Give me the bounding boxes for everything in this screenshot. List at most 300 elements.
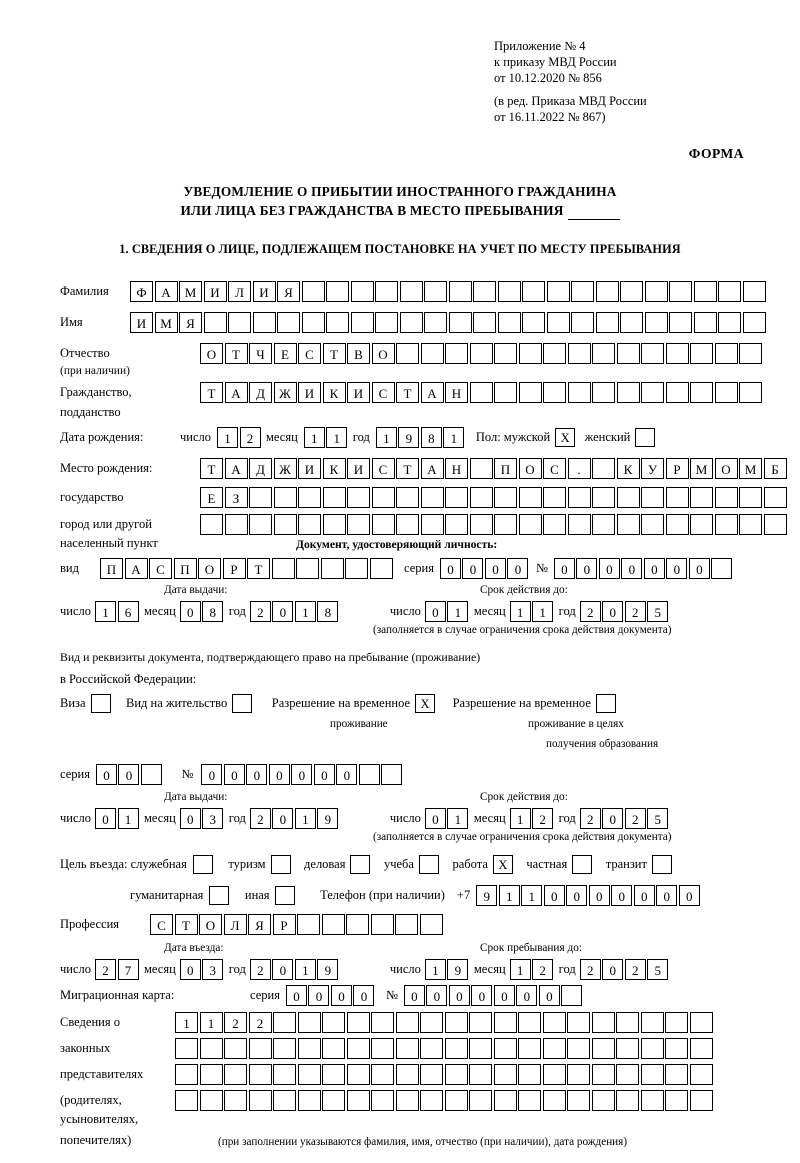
char-cell[interactable] [616, 1038, 639, 1059]
char-cell[interactable]: Я [179, 312, 202, 333]
char-cell[interactable]: 0 [425, 601, 446, 622]
char-cell[interactable] [518, 1012, 541, 1033]
char-cell[interactable] [419, 855, 439, 874]
char-cell[interactable] [617, 487, 640, 508]
char-cell[interactable]: Т [323, 343, 346, 364]
char-cell[interactable]: С [543, 458, 566, 479]
char-cell[interactable]: 1 [295, 959, 316, 980]
char-cell[interactable]: 0 [471, 985, 492, 1006]
char-cell[interactable]: 2 [249, 1012, 272, 1033]
char-cell[interactable]: 0 [462, 558, 483, 579]
char-cell[interactable] [519, 487, 542, 508]
char-cell[interactable]: К [323, 382, 346, 403]
input-permit-valid-year[interactable] [580, 808, 670, 829]
char-cell[interactable]: 0 [566, 885, 587, 906]
char-cell[interactable]: 1 [510, 601, 531, 622]
char-cell[interactable] [371, 1012, 394, 1033]
char-cell[interactable]: 5 [647, 808, 668, 829]
char-cell[interactable]: 0 [425, 808, 446, 829]
checkbox-sex-female[interactable] [635, 428, 657, 447]
char-cell[interactable]: Т [396, 458, 419, 479]
char-cell[interactable] [592, 1012, 615, 1033]
char-cell[interactable] [322, 1012, 345, 1033]
char-cell[interactable] [175, 1038, 198, 1059]
input-doc-valid-day[interactable] [425, 601, 470, 622]
char-cell[interactable]: 1 [217, 427, 238, 448]
char-cell[interactable] [322, 1090, 345, 1111]
char-cell[interactable] [739, 514, 762, 535]
char-cell[interactable]: Я [248, 914, 271, 935]
input-doc-valid-month[interactable] [510, 601, 555, 622]
input-permit-number[interactable] [201, 764, 404, 785]
char-cell[interactable]: 8 [202, 601, 223, 622]
char-cell[interactable]: 2 [625, 601, 646, 622]
char-cell[interactable]: А [225, 458, 248, 479]
char-cell[interactable] [91, 694, 111, 713]
char-cell[interactable] [224, 1064, 247, 1085]
char-cell[interactable]: Т [200, 458, 223, 479]
char-cell[interactable]: X [555, 428, 575, 447]
char-cell[interactable]: 7 [118, 959, 139, 980]
char-cell[interactable] [345, 558, 368, 579]
input-legal-rep-line-2[interactable] [175, 1038, 714, 1059]
char-cell[interactable] [543, 1012, 566, 1033]
char-cell[interactable] [321, 558, 344, 579]
char-cell[interactable] [547, 312, 570, 333]
char-cell[interactable] [224, 1090, 247, 1111]
char-cell[interactable]: 0 [291, 764, 312, 785]
char-cell[interactable] [469, 1038, 492, 1059]
char-cell[interactable]: 2 [250, 959, 271, 980]
char-cell[interactable] [322, 1038, 345, 1059]
char-cell[interactable] [616, 1012, 639, 1033]
char-cell[interactable] [620, 281, 643, 302]
char-cell[interactable]: 1 [175, 1012, 198, 1033]
char-cell[interactable]: 0 [201, 764, 222, 785]
char-cell[interactable] [592, 458, 615, 479]
char-cell[interactable] [200, 514, 223, 535]
char-cell[interactable] [420, 1090, 443, 1111]
input-card-number[interactable] [404, 985, 584, 1006]
input-stay-year[interactable] [580, 959, 670, 980]
char-cell[interactable] [568, 343, 591, 364]
char-cell[interactable]: З [225, 487, 248, 508]
input-doc-issue-month[interactable] [180, 601, 225, 622]
char-cell[interactable] [396, 1012, 419, 1033]
char-cell[interactable] [494, 1064, 517, 1085]
checkbox-purpose-study[interactable] [419, 855, 441, 874]
char-cell[interactable]: 9 [476, 885, 497, 906]
char-cell[interactable] [421, 343, 444, 364]
char-cell[interactable] [400, 312, 423, 333]
char-cell[interactable]: 9 [398, 427, 419, 448]
char-cell[interactable]: И [130, 312, 153, 333]
char-cell[interactable] [494, 343, 517, 364]
char-cell[interactable]: 2 [580, 808, 601, 829]
checkbox-purpose-work[interactable] [493, 855, 515, 874]
char-cell[interactable] [298, 1038, 321, 1059]
char-cell[interactable] [652, 855, 672, 874]
char-cell[interactable] [718, 281, 741, 302]
input-legal-rep-line-4[interactable] [175, 1090, 714, 1111]
char-cell[interactable] [690, 487, 713, 508]
char-cell[interactable] [694, 281, 717, 302]
char-cell[interactable]: 8 [421, 427, 442, 448]
char-cell[interactable] [645, 312, 668, 333]
char-cell[interactable] [616, 1090, 639, 1111]
char-cell[interactable] [494, 487, 517, 508]
char-cell[interactable]: 1 [326, 427, 347, 448]
char-cell[interactable] [669, 281, 692, 302]
char-cell[interactable]: 0 [689, 558, 710, 579]
char-cell[interactable] [592, 1038, 615, 1059]
char-cell[interactable]: А [421, 382, 444, 403]
char-cell[interactable]: Б [764, 458, 787, 479]
char-cell[interactable] [518, 1064, 541, 1085]
checkbox-purpose-business[interactable] [350, 855, 372, 874]
char-cell[interactable]: 0 [95, 808, 116, 829]
char-cell[interactable]: Р [223, 558, 246, 579]
char-cell[interactable] [449, 312, 472, 333]
char-cell[interactable] [764, 514, 787, 535]
char-cell[interactable] [571, 281, 594, 302]
char-cell[interactable] [470, 458, 493, 479]
char-cell[interactable] [347, 1064, 370, 1085]
char-cell[interactable]: 0 [576, 558, 597, 579]
char-cell[interactable]: М [179, 281, 202, 302]
char-cell[interactable]: 0 [602, 601, 623, 622]
char-cell[interactable] [568, 382, 591, 403]
char-cell[interactable] [519, 382, 542, 403]
char-cell[interactable] [718, 312, 741, 333]
char-cell[interactable]: 2 [224, 1012, 247, 1033]
char-cell[interactable] [396, 1064, 419, 1085]
char-cell[interactable] [420, 914, 443, 935]
char-cell[interactable] [518, 1090, 541, 1111]
char-cell[interactable] [273, 1064, 296, 1085]
char-cell[interactable] [617, 382, 640, 403]
input-surname[interactable] [130, 281, 767, 302]
char-cell[interactable]: Т [200, 382, 223, 403]
char-cell[interactable]: М [739, 458, 762, 479]
input-birth-year[interactable] [376, 427, 466, 448]
char-cell[interactable]: М [690, 458, 713, 479]
char-cell[interactable]: В [347, 343, 370, 364]
char-cell[interactable]: 1 [447, 601, 468, 622]
char-cell[interactable] [620, 312, 643, 333]
char-cell[interactable]: 0 [272, 601, 293, 622]
char-cell[interactable] [498, 312, 521, 333]
char-cell[interactable]: 0 [180, 601, 201, 622]
char-cell[interactable] [592, 343, 615, 364]
input-entry-year[interactable] [250, 959, 340, 980]
char-cell[interactable] [347, 487, 370, 508]
char-cell[interactable] [302, 281, 325, 302]
checkbox-visa[interactable] [91, 694, 113, 713]
char-cell[interactable] [445, 487, 468, 508]
char-cell[interactable] [645, 281, 668, 302]
input-doc-number[interactable] [554, 558, 734, 579]
checkbox-purpose-tourism[interactable] [271, 855, 293, 874]
char-cell[interactable] [470, 487, 493, 508]
char-cell[interactable]: Л [228, 281, 251, 302]
char-cell[interactable] [371, 1064, 394, 1085]
char-cell[interactable] [322, 914, 345, 935]
char-cell[interactable]: 0 [666, 558, 687, 579]
char-cell[interactable] [470, 343, 493, 364]
char-cell[interactable] [200, 1090, 223, 1111]
char-cell[interactable]: 1 [532, 601, 553, 622]
char-cell[interactable]: Н [445, 458, 468, 479]
char-cell[interactable]: 0 [494, 985, 515, 1006]
char-cell[interactable] [641, 514, 664, 535]
char-cell[interactable]: Д [249, 458, 272, 479]
char-cell[interactable]: 2 [532, 808, 553, 829]
char-cell[interactable] [641, 382, 664, 403]
char-cell[interactable] [424, 312, 447, 333]
char-cell[interactable] [543, 1064, 566, 1085]
input-entry-month[interactable] [180, 959, 225, 980]
char-cell[interactable]: О [200, 343, 223, 364]
char-cell[interactable] [193, 855, 213, 874]
char-cell[interactable]: . [568, 458, 591, 479]
char-cell[interactable] [666, 487, 689, 508]
input-stay-month[interactable] [510, 959, 555, 980]
char-cell[interactable] [396, 514, 419, 535]
char-cell[interactable]: 1 [425, 959, 446, 980]
checkbox-edu-residence[interactable] [596, 694, 618, 713]
char-cell[interactable] [445, 1064, 468, 1085]
char-cell[interactable] [469, 1090, 492, 1111]
char-cell[interactable] [567, 1090, 590, 1111]
input-permit-issue-day[interactable] [95, 808, 140, 829]
char-cell[interactable] [346, 914, 369, 935]
char-cell[interactable] [592, 1090, 615, 1111]
char-cell[interactable]: 0 [589, 885, 610, 906]
char-cell[interactable]: 1 [499, 885, 520, 906]
input-profession[interactable] [150, 914, 444, 935]
char-cell[interactable] [641, 1038, 664, 1059]
input-permit-issue-year[interactable] [250, 808, 340, 829]
char-cell[interactable]: 1 [295, 808, 316, 829]
char-cell[interactable]: 0 [554, 558, 575, 579]
char-cell[interactable] [296, 558, 319, 579]
char-cell[interactable] [592, 382, 615, 403]
char-cell[interactable] [568, 514, 591, 535]
char-cell[interactable] [347, 514, 370, 535]
char-cell[interactable]: 0 [180, 808, 201, 829]
checkbox-sex-male[interactable] [555, 428, 577, 447]
char-cell[interactable]: 0 [269, 764, 290, 785]
char-cell[interactable] [567, 1064, 590, 1085]
checkbox-residence-permit[interactable] [232, 694, 254, 713]
char-cell[interactable] [641, 1064, 664, 1085]
char-cell[interactable] [396, 1090, 419, 1111]
char-cell[interactable]: 0 [679, 885, 700, 906]
checkbox-purpose-humanitarian[interactable] [209, 886, 231, 905]
char-cell[interactable]: Ф [130, 281, 153, 302]
char-cell[interactable]: И [253, 281, 276, 302]
char-cell[interactable]: 9 [317, 808, 338, 829]
char-cell[interactable] [275, 886, 295, 905]
char-cell[interactable]: 2 [250, 601, 271, 622]
char-cell[interactable]: 9 [447, 959, 468, 980]
char-cell[interactable] [224, 1038, 247, 1059]
char-cell[interactable] [690, 1038, 713, 1059]
char-cell[interactable]: 2 [240, 427, 261, 448]
char-cell[interactable] [764, 487, 787, 508]
char-cell[interactable] [715, 343, 738, 364]
char-cell[interactable] [690, 343, 713, 364]
char-cell[interactable]: С [149, 558, 172, 579]
char-cell[interactable]: 0 [272, 959, 293, 980]
char-cell[interactable]: О [519, 458, 542, 479]
char-cell[interactable] [473, 312, 496, 333]
input-birthplace-line-3[interactable] [200, 514, 788, 535]
char-cell[interactable]: Т [247, 558, 270, 579]
char-cell[interactable] [690, 382, 713, 403]
char-cell[interactable] [298, 1012, 321, 1033]
char-cell[interactable] [470, 382, 493, 403]
input-name[interactable] [130, 312, 767, 333]
char-cell[interactable]: 0 [599, 558, 620, 579]
char-cell[interactable] [381, 764, 402, 785]
char-cell[interactable] [617, 343, 640, 364]
char-cell[interactable] [494, 514, 517, 535]
char-cell[interactable]: К [617, 458, 640, 479]
char-cell[interactable] [543, 1090, 566, 1111]
char-cell[interactable] [298, 487, 321, 508]
char-cell[interactable] [298, 1064, 321, 1085]
char-cell[interactable] [445, 514, 468, 535]
char-cell[interactable] [141, 764, 162, 785]
input-birthplace-line-1[interactable] [200, 458, 788, 479]
input-card-series[interactable] [286, 985, 376, 1006]
char-cell[interactable]: Т [396, 382, 419, 403]
char-cell[interactable] [204, 312, 227, 333]
char-cell[interactable]: Ж [274, 458, 297, 479]
char-cell[interactable] [690, 1064, 713, 1085]
char-cell[interactable]: 2 [580, 601, 601, 622]
char-cell[interactable]: 0 [246, 764, 267, 785]
char-cell[interactable]: 0 [426, 985, 447, 1006]
char-cell[interactable] [273, 1012, 296, 1033]
char-cell[interactable] [519, 343, 542, 364]
char-cell[interactable] [522, 312, 545, 333]
char-cell[interactable]: А [125, 558, 148, 579]
char-cell[interactable]: Т [225, 343, 248, 364]
char-cell[interactable] [596, 694, 616, 713]
char-cell[interactable] [370, 558, 393, 579]
char-cell[interactable]: 0 [634, 885, 655, 906]
char-cell[interactable] [641, 1012, 664, 1033]
char-cell[interactable]: 0 [602, 808, 623, 829]
char-cell[interactable] [518, 1038, 541, 1059]
char-cell[interactable]: 1 [510, 959, 531, 980]
char-cell[interactable] [359, 764, 380, 785]
char-cell[interactable] [421, 487, 444, 508]
char-cell[interactable] [249, 1064, 272, 1085]
char-cell[interactable]: 1 [443, 427, 464, 448]
char-cell[interactable]: О [715, 458, 738, 479]
char-cell[interactable] [641, 343, 664, 364]
char-cell[interactable] [272, 558, 295, 579]
char-cell[interactable] [596, 312, 619, 333]
input-doc-issue-year[interactable] [250, 601, 340, 622]
char-cell[interactable]: 0 [507, 558, 528, 579]
char-cell[interactable] [690, 1012, 713, 1033]
char-cell[interactable]: П [494, 458, 517, 479]
char-cell[interactable]: Т [175, 914, 198, 935]
checkbox-purpose-transit[interactable] [652, 855, 674, 874]
char-cell[interactable] [739, 343, 762, 364]
char-cell[interactable]: 0 [353, 985, 374, 1006]
char-cell[interactable] [249, 1090, 272, 1111]
char-cell[interactable] [371, 1038, 394, 1059]
char-cell[interactable] [445, 1038, 468, 1059]
char-cell[interactable] [375, 281, 398, 302]
char-cell[interactable]: 1 [295, 601, 316, 622]
input-stay-day[interactable] [425, 959, 470, 980]
char-cell[interactable]: 0 [440, 558, 461, 579]
char-cell[interactable] [543, 514, 566, 535]
char-cell[interactable]: 0 [336, 764, 357, 785]
char-cell[interactable]: 2 [532, 959, 553, 980]
char-cell[interactable]: 1 [447, 808, 468, 829]
char-cell[interactable]: 2 [95, 959, 116, 980]
input-doc-valid-year[interactable] [580, 601, 670, 622]
char-cell[interactable] [596, 281, 619, 302]
char-cell[interactable]: П [100, 558, 123, 579]
char-cell[interactable] [666, 382, 689, 403]
char-cell[interactable] [522, 281, 545, 302]
char-cell[interactable] [572, 855, 592, 874]
char-cell[interactable] [323, 514, 346, 535]
char-cell[interactable]: 0 [286, 985, 307, 1006]
char-cell[interactable]: 2 [625, 959, 646, 980]
char-cell[interactable] [715, 514, 738, 535]
input-permit-series[interactable] [96, 764, 164, 785]
char-cell[interactable] [375, 312, 398, 333]
char-cell[interactable]: А [225, 382, 248, 403]
char-cell[interactable] [347, 1012, 370, 1033]
char-cell[interactable] [323, 487, 346, 508]
char-cell[interactable] [350, 855, 370, 874]
input-doc-series[interactable] [440, 558, 530, 579]
char-cell[interactable]: 0 [180, 959, 201, 980]
char-cell[interactable]: А [155, 281, 178, 302]
char-cell[interactable]: И [347, 458, 370, 479]
char-cell[interactable] [739, 382, 762, 403]
char-cell[interactable] [494, 1038, 517, 1059]
char-cell[interactable] [494, 382, 517, 403]
char-cell[interactable]: И [298, 382, 321, 403]
char-cell[interactable] [567, 1038, 590, 1059]
char-cell[interactable]: К [323, 458, 346, 479]
char-cell[interactable] [567, 1012, 590, 1033]
char-cell[interactable]: 0 [544, 885, 565, 906]
char-cell[interactable] [739, 487, 762, 508]
char-cell[interactable]: 0 [656, 885, 677, 906]
input-permit-valid-day[interactable] [425, 808, 470, 829]
char-cell[interactable]: 6 [118, 601, 139, 622]
char-cell[interactable]: Р [666, 458, 689, 479]
char-cell[interactable]: Ж [274, 382, 297, 403]
char-cell[interactable] [641, 487, 664, 508]
char-cell[interactable]: 0 [449, 985, 470, 1006]
char-cell[interactable]: И [347, 382, 370, 403]
char-cell[interactable] [571, 312, 594, 333]
